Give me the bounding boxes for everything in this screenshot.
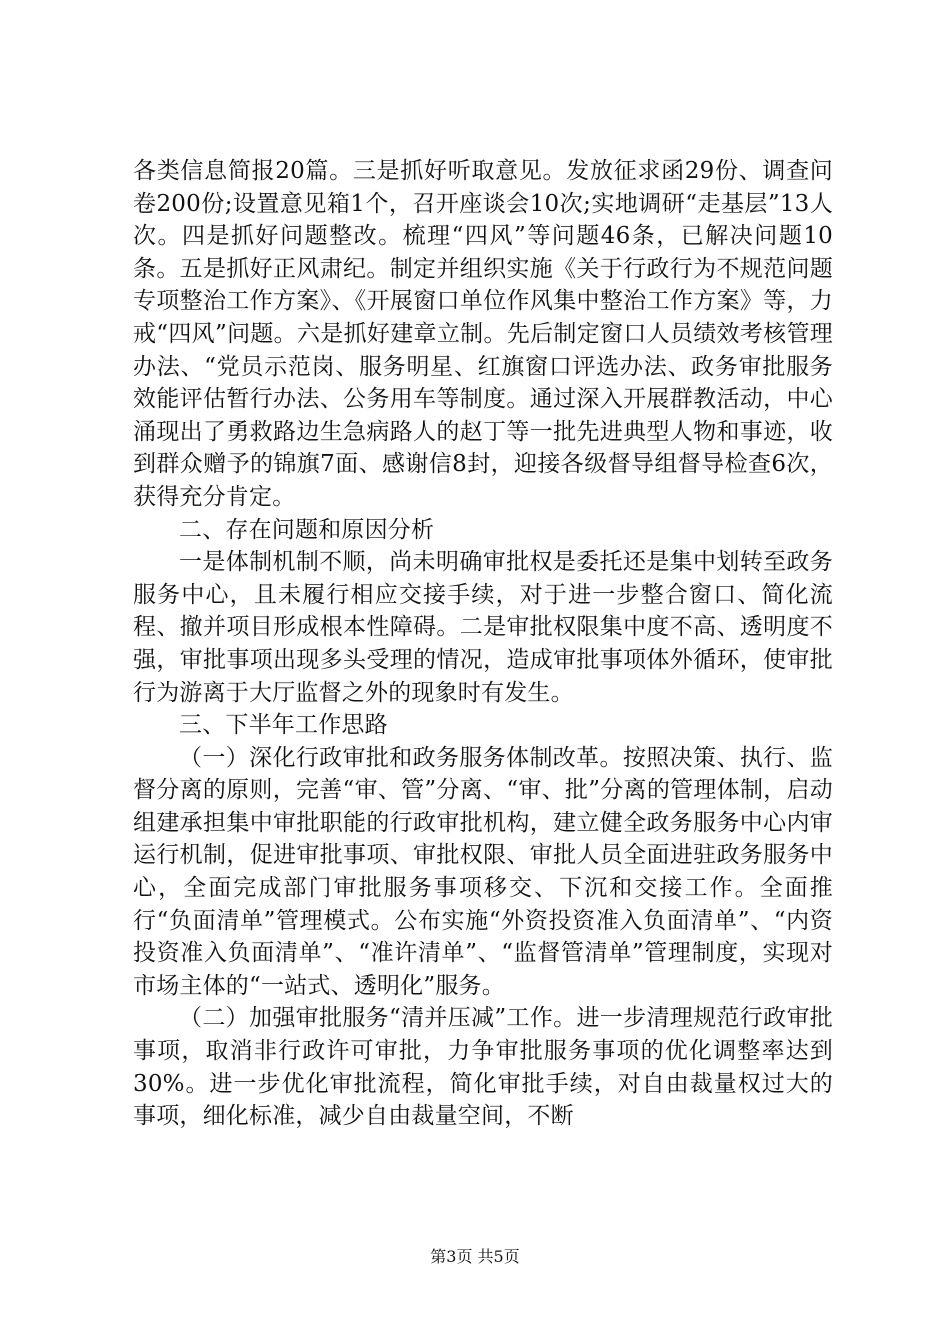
paragraph-plan-2: （二）加强审批服务“清并压减”工作。进一步清理规范行政审批事项，取消非行政许可审批，力争审批服务事项的优化调整率达到30%。进一步优化审批流程，简化审批手续，对自由裁量权过大的事项，细化标准，减少自由裁量空间，不断 [133,1005,833,1130]
section-heading-problems: 二、存在问题和原因分析 [179,516,435,543]
paragraph-continuation: 各类信息简报20篇。三是抓好听取意见。发放征求函29份、调查问卷200份;设置意见箱1个，召开座谈会10次;实地调研“走基层”13人次。四是抓好问题整改。梳理“四风”等问题46条，已解决问题10条。五是抓好正风肃纪。制定并组织实施《关于行政行为不规范问题专项整治工作方案》、《开展窗口单位作风集中整治工作方案》等，力戒“四风”问题。六是抓好建章立制。先后制定窗口人员绩效考核管理办法、“党员示范岗、服务明星、红旗窗口评选办法、政务审批服务效能评估暂行办法、公务用车等制度。通过深入开展群教活动，中心涌现出了勇救路边生急病路人的赵丁等一批先进典型人物和事迹，收到群众赠予的锦旗7面、感谢信8封，迎接各级督导组督导检查6次，获得充分肯定。 [133,158,833,510]
paragraph-problems: 一是体制机制不顺，尚未明确审批权是委托还是集中划转至政务服务中心，且未履行相应交接手续，对于进一步整合窗口、简化流程、撤并项目形成根本性障碍。二是审批权限集中度不高、透明度不强，审批事项出现多头受理的情况，造成审批事项体外循环，使审批行为游离于大厅监督之外的现象时有发生。 [133,549,833,706]
page-number: 第3页 共5页 [430,1247,520,1266]
document-body [133,155,833,1133]
section-heading-plans: 三、下半年工作思路 [179,712,388,739]
paragraph-plan-1: （一）深化行政审批和政务服务体制改革。按照决策、执行、监督分离的原则，完善“审、管”分离、“审、批”分离的管理体制，启动组建承担集中审批职能的行政审批机构，建立健全政务服务中心内审运行机制，促进审批事项、审批权限、审批人员全面进驻政务服务中心，全面完成部门审批服务事项移交、下沉和交接工作。全面推行“负面清单”管理模式。公布实施“外资投资准入负面清单”、“内资投资准入负面清单”、“准许清单”、“监督管清单”管理制度，实现对市场主体的“一站式、透明化”服务。 [133,744,833,999]
